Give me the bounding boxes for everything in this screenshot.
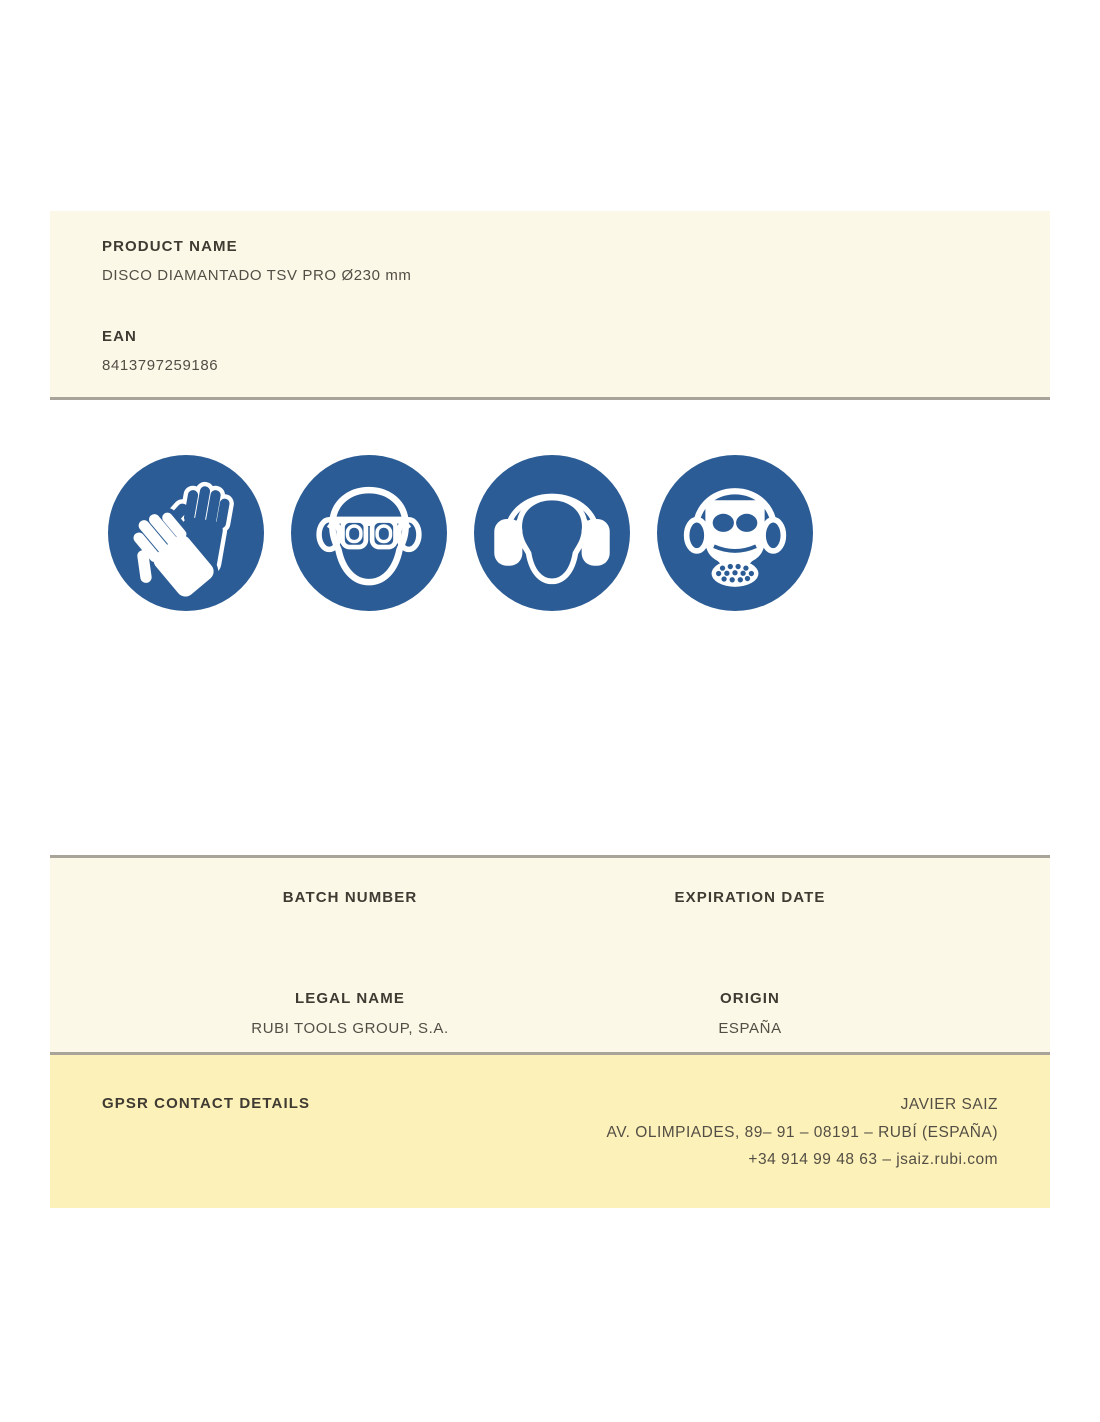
legal-name-value: RUBI TOOLS GROUP, S.A. — [251, 1020, 449, 1037]
gpsr-contact-panel — [50, 1055, 1050, 1208]
gpsr-contact-address: AV. OLIMPIADES, 89– 91 – 08191 – RUBÍ (ESPAÑA) — [606, 1123, 998, 1141]
gpsr-contact-block — [607, 1091, 998, 1174]
product-info-panel — [50, 211, 1050, 400]
batch-number-label: BATCH NUMBER — [282, 889, 418, 906]
gpsr-contact-phone-site: +34 914 99 48 63 – jsaiz.rubi.com — [748, 1151, 998, 1168]
ean-value: 8413797259186 — [102, 357, 219, 374]
ear-protection-mandatory-icon — [474, 455, 630, 611]
gpsr-contact-details-label: GPSR CONTACT DETAILS — [102, 1095, 311, 1112]
expiration-date-label: EXPIRATION DATE — [674, 889, 826, 906]
product-name-value: DISCO DIAMANTADO TSV PRO Ø230 mm — [102, 267, 412, 284]
gloves-mandatory-icon — [108, 455, 264, 611]
origin-value: ESPAÑA — [718, 1020, 782, 1037]
ean-label: EAN — [102, 328, 137, 345]
gpsr-contact-name: JAVIER SAIZ — [900, 1096, 998, 1113]
legal-name-label: LEGAL NAME — [295, 990, 405, 1007]
eye-protection-mandatory-icon — [291, 455, 447, 611]
product-name-label: PRODUCT NAME — [102, 238, 238, 255]
respirator-mandatory-icon — [657, 455, 813, 611]
safety-icons-row — [108, 455, 813, 611]
origin-label: ORIGIN — [720, 990, 780, 1007]
traceability-panel — [50, 855, 1050, 1055]
